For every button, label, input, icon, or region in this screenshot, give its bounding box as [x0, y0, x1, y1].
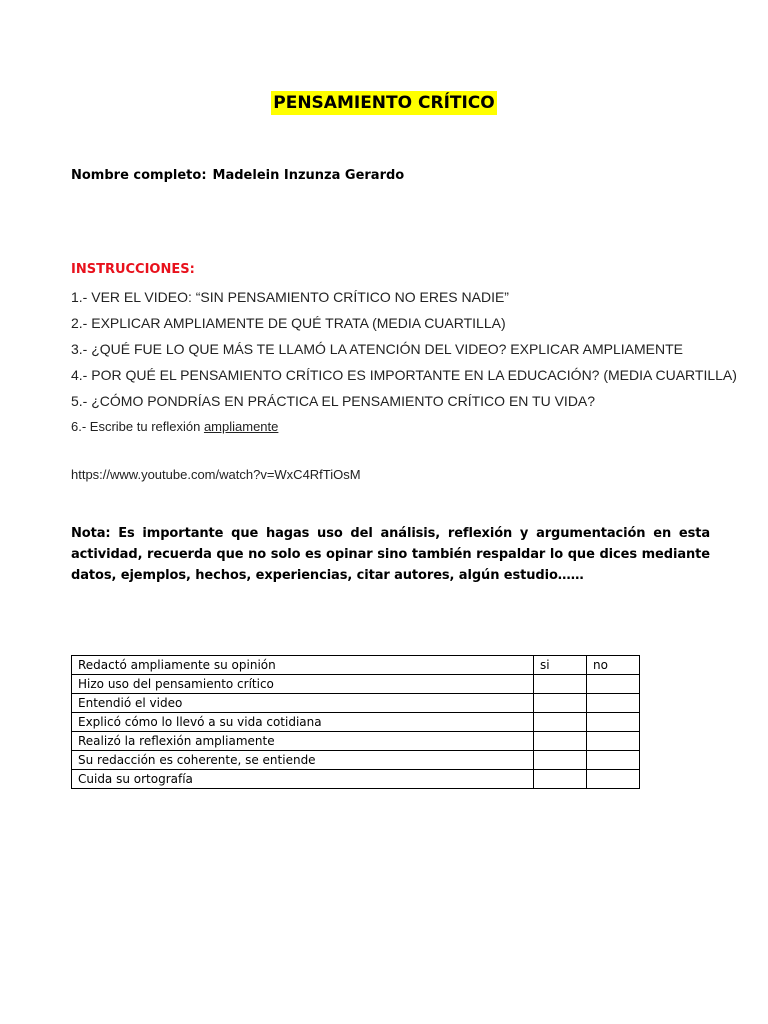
no-header-cell: no — [587, 656, 640, 675]
criterion-cell: Redactó ampliamente su opinión — [72, 656, 534, 675]
instructions-heading: INSTRUCCIONES: — [71, 262, 195, 277]
yes-cell — [534, 751, 587, 770]
yes-cell — [534, 732, 587, 751]
rubric-table — [71, 655, 640, 789]
instruction-item: 3.- ¿QUÉ FUE LO QUE MÁS TE LLAMÓ LA ATENCIÓN DEL VIDEO? EXPLICAR AMPLIAMENTE — [71, 341, 684, 357]
page-title — [0, 93, 768, 113]
yes-cell — [534, 770, 587, 789]
instruction-6-prefix: 6.- Escribe tu reflexión — [71, 419, 204, 434]
page-title-text: PENSAMIENTO CRÍTICO — [273, 93, 495, 113]
student-name-label: Nombre completo: — [71, 168, 207, 183]
table-row — [72, 751, 640, 770]
no-cell — [587, 694, 640, 713]
instruction-6-underlined: ampliamente — [203, 419, 279, 434]
criterion-cell: Realizó la reflexión ampliamente — [72, 732, 534, 751]
table-row — [72, 713, 640, 732]
table-row — [72, 770, 640, 789]
yes-header-cell: si — [534, 656, 587, 675]
criterion-cell: Su redacción es coherente, se entiende — [72, 751, 534, 770]
no-cell — [587, 675, 640, 694]
criterion-cell: Hizo uso del pensamiento crítico — [72, 675, 534, 694]
note-paragraph: Nota: Es importante que hagas uso del análisis, reflexión y argumentación en esta actividad, recuerda que no solo es opinar sino también respaldar lo que dices mediante datos, ejemplos, hechos, experiencias, citar autores, algún estudio…… — [71, 526, 710, 583]
instruction-item: 2.- EXPLICAR AMPLIAMENTE DE QUÉ TRATA (MEDIA CUARTILLA) — [71, 315, 506, 331]
student-name-value: Madelein Inzunza Gerardo — [212, 168, 405, 183]
yes-cell — [534, 713, 587, 732]
criterion-cell: Entendió el video — [72, 694, 534, 713]
video-url[interactable]: https://www.youtube.com/watch?v=WxC4RfTiOsM — [71, 467, 361, 482]
no-cell — [587, 713, 640, 732]
criterion-cell: Cuida su ortografía — [72, 770, 534, 789]
instruction-item: 5.- ¿CÓMO PONDRÍAS EN PRÁCTICA EL PENSAMIENTO CRÍTICO EN TU VIDA? — [71, 393, 596, 409]
no-cell — [587, 732, 640, 751]
table-row — [72, 694, 640, 713]
instruction-item: 1.- VER EL VIDEO: “SIN PENSAMIENTO CRÍTICO NO ERES NADIE” — [71, 289, 509, 305]
instructions-list — [71, 288, 737, 444]
yes-cell — [534, 675, 587, 694]
yes-cell — [534, 694, 587, 713]
instruction-item: 4.- POR QUÉ EL PENSAMIENTO CRÍTICO ES IMPORTANTE EN LA EDUCACIÓN? (MEDIA CUARTILLA) — [71, 367, 737, 383]
criterion-cell: Explicó cómo lo llevó a su vida cotidiana — [72, 713, 534, 732]
table-row — [72, 675, 640, 694]
no-cell — [587, 770, 640, 789]
table-row — [72, 732, 640, 751]
table-row — [72, 656, 640, 675]
student-name-line — [71, 168, 404, 183]
no-cell — [587, 751, 640, 770]
instruction-item — [71, 418, 737, 444]
